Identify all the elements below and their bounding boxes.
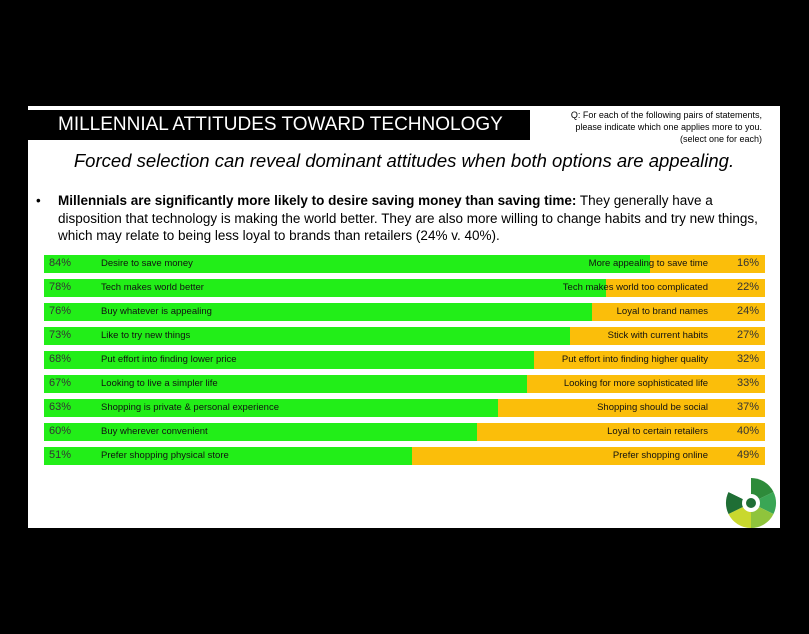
left-percent-label: 51% <box>49 449 72 461</box>
right-statement-label: Tech makes world too complicated <box>562 282 708 293</box>
chart-row <box>44 375 765 393</box>
bullet-dot: • <box>36 193 41 208</box>
right-statement-label: Put effort into finding higher quality <box>561 354 708 365</box>
right-percent-label: 37% <box>736 401 759 413</box>
left-statement-label: Put effort into finding lower price <box>101 354 237 365</box>
left-statement-label: Like to try new things <box>101 330 191 341</box>
right-percent-label: 24% <box>736 305 759 317</box>
left-statement-label: Buy wherever convenient <box>101 426 208 437</box>
right-statement-label: Loyal to brand names <box>616 306 708 317</box>
left-statement-label: Desire to save money <box>101 258 193 269</box>
chart-row <box>44 327 765 345</box>
bullet-bold-text: Millennials are significantly more likely to desire saving money than saving time: <box>58 193 577 208</box>
survey-question <box>512 109 762 145</box>
left-statement-label: Looking to live a simpler life <box>101 378 218 389</box>
left-statement-label: Buy whatever is appealing <box>101 306 212 317</box>
company-logo-icon <box>724 476 778 530</box>
question-line-3: (select one for each) <box>679 134 762 144</box>
right-percent-label: 49% <box>736 449 759 461</box>
chart-row <box>44 399 765 417</box>
right-statement-label: Prefer shopping online <box>612 450 708 461</box>
left-percent-label: 60% <box>49 425 72 437</box>
right-percent-label: 16% <box>736 257 759 269</box>
chart-row <box>44 423 765 441</box>
right-statement-label: More appealing to save time <box>588 258 708 269</box>
chart-row <box>44 279 765 297</box>
right-statement-label: Stick with current habits <box>607 330 708 341</box>
right-statement-label: Looking for more sophisticated life <box>563 378 708 389</box>
page-title: MILLENNIAL ATTITUDES TOWARD TECHNOLOGY <box>28 110 530 140</box>
slide <box>28 106 780 528</box>
left-percent-label: 78% <box>49 281 72 293</box>
right-percent-label: 32% <box>736 353 759 365</box>
left-statement-label: Shopping is private & personal experience <box>101 402 279 413</box>
right-percent-label: 22% <box>736 281 759 293</box>
chart-row <box>44 351 765 369</box>
left-percent-label: 76% <box>49 305 72 317</box>
bar-right-segment <box>412 447 765 465</box>
left-percent-label: 73% <box>49 329 72 341</box>
left-statement-label: Tech makes world better <box>101 282 204 293</box>
bullet-text <box>58 192 771 245</box>
chart-row <box>44 255 765 273</box>
left-percent-label: 67% <box>49 377 72 389</box>
stacked-bar-chart <box>44 255 765 471</box>
left-percent-label: 68% <box>49 353 72 365</box>
right-statement-label: Loyal to certain retailers <box>607 426 708 437</box>
question-line-2: please indicate which one applies more to you. <box>575 122 762 132</box>
right-percent-label: 27% <box>736 329 759 341</box>
left-percent-label: 63% <box>49 401 72 413</box>
chart-row <box>44 447 765 465</box>
right-statement-label: Shopping should be social <box>597 402 708 413</box>
question-line-1: Q: For each of the following pairs of statements, <box>570 110 762 120</box>
subtitle: Forced selection can reveal dominant attitudes when both options are appealing. <box>73 150 735 171</box>
right-percent-label: 33% <box>736 377 759 389</box>
right-percent-label: 40% <box>736 425 759 437</box>
bullet-body-text: They generally have a disposition that technology is making the world better. They are also more willing to change habits and try new things, which may relate to being less loyal to brands than retailers (24% v. 40%). <box>58 193 758 243</box>
left-percent-label: 84% <box>49 257 72 269</box>
left-statement-label: Prefer shopping physical store <box>101 450 229 461</box>
chart-row <box>44 303 765 321</box>
bullet-point <box>36 192 771 245</box>
